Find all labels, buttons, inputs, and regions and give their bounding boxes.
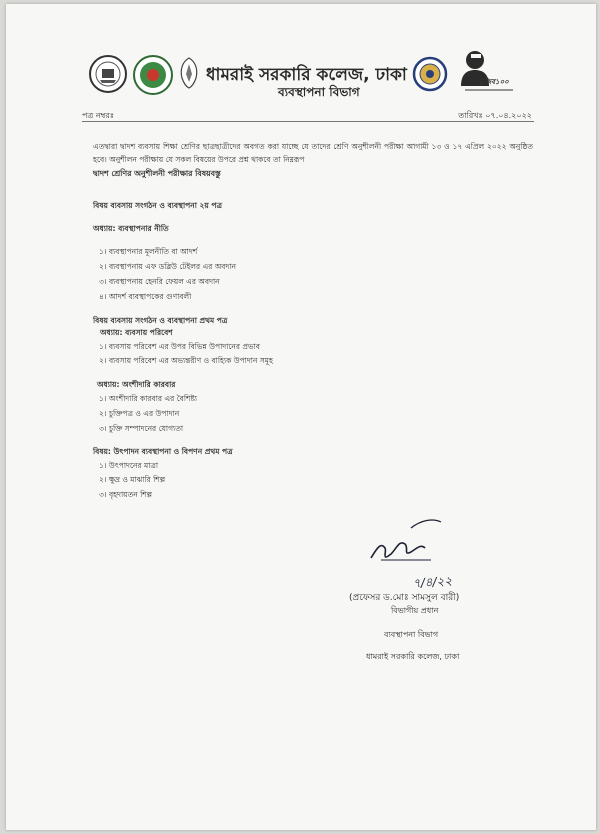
signatory-college: ধামরাই সরকারি কলেজ, ঢাকা [366,652,460,661]
memo-number-label: পত্র নম্বরঃ [82,111,115,120]
emblem-icon [178,56,200,94]
list-item: ৩। ব্যবস্থাপনায় হেনরি ফেয়ল এর অবদান [99,277,220,286]
portrait-logo-icon [453,46,517,102]
list-item: ১। উৎপাদনের মাত্রা [99,461,159,470]
list-item: ৩। চুক্তি সম্পাদনের যোগ্যতা [99,424,183,433]
list-item: ৩। বৃহদায়তন শিল্প [99,490,153,499]
notice-body: এতদ্বারা দ্বাদশ ব্যবসায় শিক্ষা শ্রেণির ছাত্রছাত্রীদের অবগত করা যাচ্ছে যে তাদের শ্রেণি অনুশীলনী পরীক্ষা আগামী ১৩ ও ১৭ এপ্রিল ২০২২ অনুষ্ঠিত হবে। অনুশীলন পরীক্ষায় যে সকল বিষয়ের উপরে প্রশ্ন থাকবে তা নিম্নরূপ [93,142,533,164]
section-2-subject: বিষয় ব্যবসায় সংগঠন ও ব্যবস্থাপনা প্রথম পত্র [93,316,228,325]
signatory-name: (প্রফেসর ড.মোঃ সামসুল বারী) [349,593,460,603]
list-item: ২। ব্যবসায় পরিবেশ এর অভ্যন্তরীণ ও বাহ্যিক উপাদান সমূহ [99,356,273,365]
handwritten-signature-icon [351,518,491,578]
round-badge-icon [412,56,448,96]
list-item: ২। চুক্তিপত্র ও এর উপাদান [99,409,180,418]
list-item: ৪। আদর্শ ব্যবস্থাপকের গুণাবলী [99,292,192,301]
date-value: ০৭.০৪.২০২২ [485,111,532,120]
list-item: ১। অংশীদারি কারবার এর বৈশিষ্ট্য [99,394,198,403]
college-title: ধামরাই সরকারি কলেজ, ঢাকা [206,65,407,85]
list-item: ১। ব্যবস্থাপনার মূলনীতি বা আদর্শ [99,247,198,256]
notice-heading: দ্বাদশ শ্রেণির অনুশীলনী পরীক্ষার বিষয়বস্তু [93,169,221,178]
section-3-chapter: অধ্যায়: অংশীদারি কারবার [97,380,176,389]
document-page [6,4,596,830]
section-2-chapter: অধ্যায়: ব্যবসায় পরিবেশ [100,328,173,337]
signatory-department: ব্যবস্থাপনা বিভাগ [384,630,439,639]
department-title: ব্যবস্থাপনা বিভাগ [278,85,360,99]
college-seal-icon [88,54,128,98]
signatory-title: বিভাগীয় প্রধান [391,606,439,615]
section-1-subject: বিষয় ব্যবসায় সংগঠন ও ব্যবস্থাপনা ২য় পত্র [93,201,223,210]
section-4-subject: বিষয়: উৎপাদন ব্যবস্থাপনা ও বিপণন প্রথম পত্র [93,447,233,456]
section-1-chapter: অধ্যায়: ব্যবস্থাপনার নীতি [93,224,169,233]
list-item: ২। ক্ষুদ্র ও মাঝারি শিল্প [99,475,166,484]
date-label: তারিখঃ [458,111,483,120]
signature-date: ৭/৪/২২ [412,573,453,591]
government-emblem-icon [132,54,174,100]
list-item: ১। ব্যবসায় পরিবেশ এর উপর বিভিন্ন উপাদানের প্রভাব [99,342,260,351]
header-divider [82,121,534,122]
list-item: ২। ব্যবস্থাপনায় এফ ডব্লিউ টেইলর এর অবদান [99,262,236,271]
logo-caption: মুজিব১০০ [479,78,509,86]
